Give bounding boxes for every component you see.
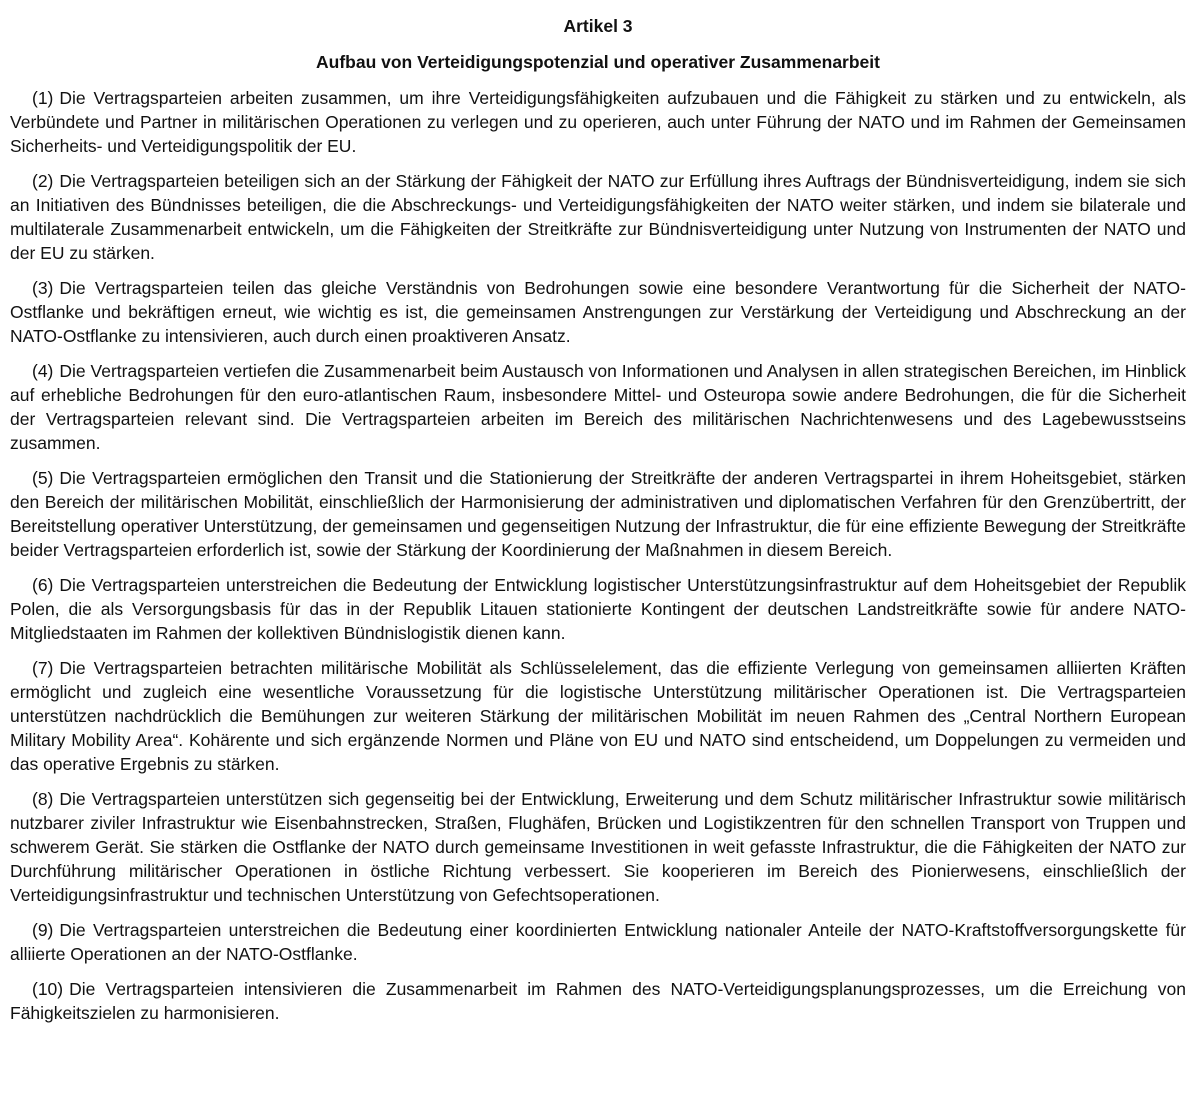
- paragraph-number: (6): [32, 575, 54, 595]
- article-number: Artikel 3: [563, 16, 633, 36]
- paragraph-9: [10, 918, 1186, 966]
- paragraph-number: (8): [32, 789, 54, 809]
- paragraph-text: Die Vertragsparteien betrachten militärische Mobilität als Schlüsselelement, das die effiziente Verlegung von gemeinsamen alliierten Kräften ermöglicht und zugleich eine wesentliche Voraussetzung für die logistische Unterstützung militärischer Operationen ist. Die Vertragsparteien unterstützen nachdrücklich die Bemühungen zur weiteren Stärkung der militärischen Mobilität im neuen Rahmen des „Central Northern European Military Mobility Area“. Kohärente und sich ergänzende Normen und Pläne von EU und NATO sind entscheidend, um Doppelungen zu vermeiden und das operative Ergebnis zu stärken.: [10, 658, 1186, 774]
- paragraph-5: [10, 466, 1186, 562]
- paragraph-text: Die Vertragsparteien beteiligen sich an der Stärkung der Fähigkeit der NATO zur Erfüllung ihres Auftrags der Bündnisverteidigung, indem sie sich an Initiativen des Bündnisses beteiligen, die die Abschreckungs- und Verteidigungsfähigkeiten der NATO weiter stärken, und indem sie bilaterale und multilaterale Zusammenarbeit entwickeln, um die Fähigkeiten der Streitkräfte zur Bündnisverteidigung unter Nutzung von Instrumenten der NATO und der EU zu stärken.: [10, 171, 1186, 263]
- paragraph-text: Die Vertragsparteien ermöglichen den Transit und die Stationierung der Streitkräfte der anderen Vertragspartei in ihrem Hoheitsgebiet, stärken den Bereich der militärischen Mobilität, einschließlich der Harmonisierung der administrativen und diplomatischen Verfahren für den Grenzübertritt, der Bereitstellung operativer Unterstützung, der gemeinsamen und gegenseitigen Nutzung der Infrastruktur, die für eine effiziente Bewegung der Streitkräfte beider Vertragsparteien erforderlich ist, sowie der Stärkung der Koordinierung der Maßnahmen in diesem Bereich.: [10, 468, 1186, 560]
- paragraph-3: [10, 276, 1186, 348]
- paragraph-number: (5): [32, 468, 54, 488]
- paragraph-number: (9): [32, 920, 54, 940]
- paragraph-1: [10, 86, 1186, 158]
- paragraph-4: [10, 359, 1186, 455]
- paragraph-7: [10, 656, 1186, 776]
- paragraph-text: Die Vertragsparteien intensivieren die Zusammenarbeit im Rahmen des NATO-Verteidigungsplanungsprozesses, um die Erreichung von Fähigkeitszielen zu harmonisieren.: [10, 979, 1186, 1023]
- paragraph-8: [10, 787, 1186, 907]
- paragraph-number: (10): [32, 979, 64, 999]
- paragraph-text: Die Vertragsparteien unterstreichen die Bedeutung der Entwicklung logistischer Unterstützungsinfrastruktur auf dem Hoheitsgebiet der Republik Polen, die als Versorgungsbasis für das in der Republik Litauen stationierte Kontingent der deutschen Landstreitkräfte sowie für andere NATO-Mitgliedstaaten im Rahmen der kollektiven Bündnislogistik dienen kann.: [10, 575, 1186, 643]
- article-heading: Aufbau von Verteidigungspotenzial und operativer Zusammenarbeit: [316, 52, 880, 72]
- paragraph-number: (4): [32, 361, 54, 381]
- paragraph-number: (1): [32, 88, 54, 108]
- paragraph-6: [10, 573, 1186, 645]
- paragraph-text: Die Vertragsparteien arbeiten zusammen, um ihre Verteidigungsfähigkeiten aufzubauen und die Fähigkeit zu stärken und zu entwickeln, als Verbündete und Partner in militärischen Operationen zu verlegen und zu operieren, auch unter Führung der NATO und im Rahmen der Gemeinsamen Sicherheits- und Verteidigungspolitik der EU.: [10, 88, 1186, 156]
- paragraph-number: (3): [32, 278, 54, 298]
- paragraph-number: (2): [32, 171, 54, 191]
- paragraph-text: Die Vertragsparteien teilen das gleiche Verständnis von Bedrohungen sowie eine besondere Verantwortung für die Sicherheit der NATO-Ostflanke und bekräftigen erneut, wie wichtig es ist, die gemeinsamen Anstrengungen zur Verstärkung der Verteidigung und Abschreckung an der NATO-Ostflanke zu intensivieren, auch durch einen proaktiveren Ansatz.: [10, 278, 1186, 346]
- paragraph-text: Die Vertragsparteien vertiefen die Zusammenarbeit beim Austausch von Informationen und Analysen in allen strategischen Bereichen, im Hinblick auf erhebliche Bedrohungen für den euro-atlantischen Raum, insbesondere Mittel- und Osteuropa sowie andere Bedrohungen, die für die Sicherheit der Vertragsparteien relevant sind. Die Vertragsparteien arbeiten im Bereich des militärischen Nachrichtenwesens und des Lagebewusstseins zusammen.: [10, 361, 1186, 453]
- paragraph-2: [10, 169, 1186, 265]
- paragraph-10: [10, 977, 1186, 1025]
- paragraph-number: (7): [32, 658, 54, 678]
- paragraph-text: Die Vertragsparteien unterstreichen die Bedeutung einer koordinierten Entwicklung nationaler Anteile der NATO-Kraftstoffversorgungskette für alliierte Operationen an der NATO-Ostflanke.: [10, 920, 1186, 964]
- paragraph-text: Die Vertragsparteien unterstützen sich gegenseitig bei der Entwicklung, Erweiterung und dem Schutz militärischer Infrastruktur sowie militärisch nutzbarer ziviler Infrastruktur wie Eisenbahnstrecken, Straßen, Flughäfen, Brücken und Logistikzentren für den schnellen Transport von Truppen und schwerem Gerät. Sie stärken die Ostflanke der NATO durch gemeinsame Investitionen in weit gefasste Infrastruktur, die die Fähigkeiten der NATO zur Durchführung militärischer Operationen in östliche Richtung verbessert. Sie kooperieren im Bereich des Pionierwesens, einschließlich der Verteidigungsinfrastruktur und technischen Unterstützung von Gefechtsoperationen.: [10, 789, 1186, 905]
